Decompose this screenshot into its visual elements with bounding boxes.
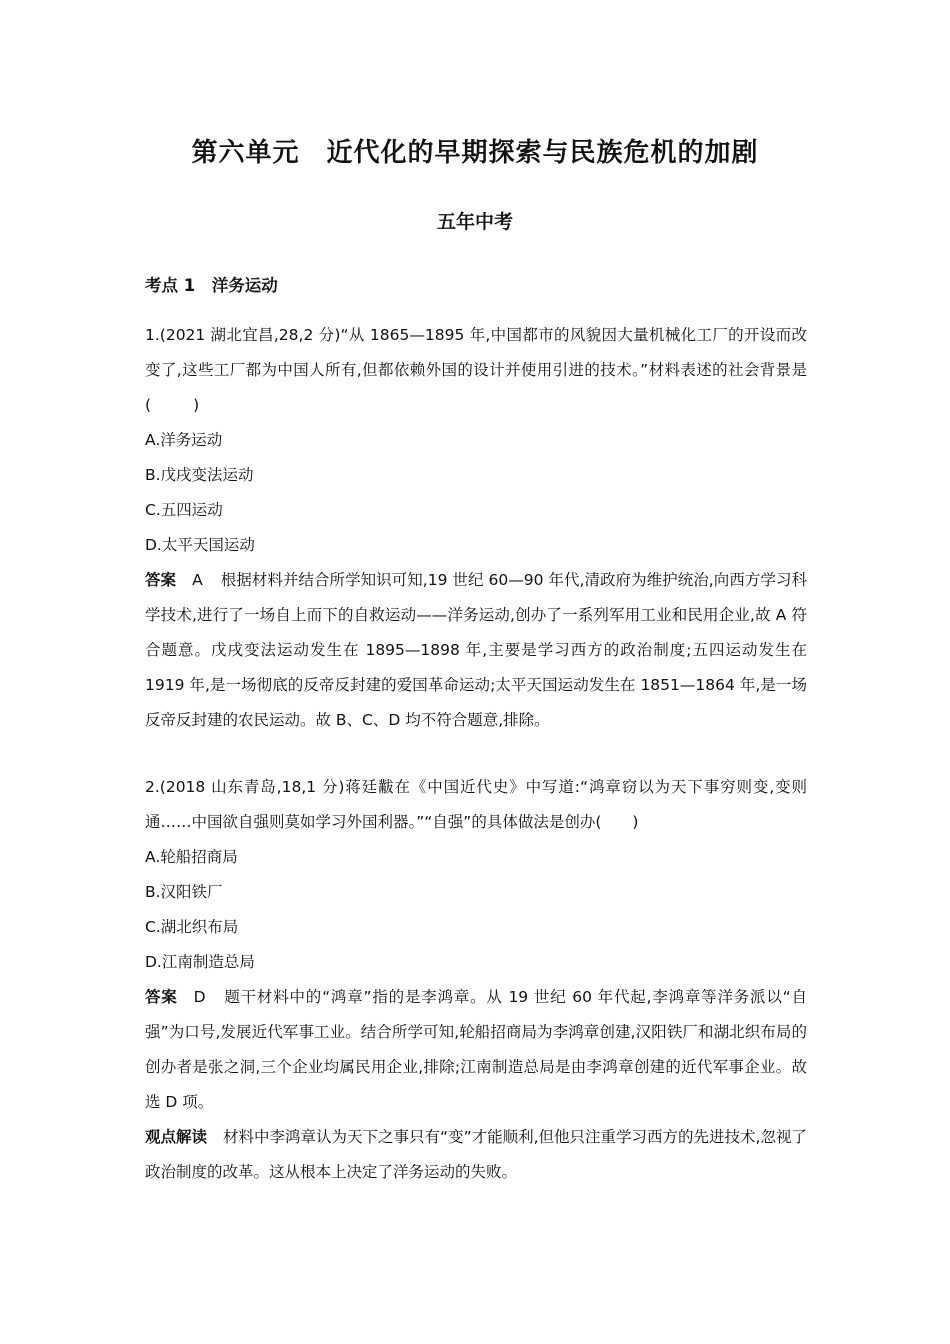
answer-explanation: 根据材料并结合所学知识可知,19 世纪 60—90 年代,清政府为维护统治,向西方学习科学技术,进行了一场自上而下的自救运动——洋务运动,创办了一系列军用工业和民用企业,故 A 符合题意。戊戌变法运动发生在 1895—1898 年,主要是学习西方的政治制度;五四运动发生在 1919 年,是一场彻底的反帝反封建的爱国革命运动;太平天国运动发生在 1851—1864 年,是一场反帝反封建的农民运动。故 B、C、D 均不符合题意,排除。 [145,571,807,729]
question-2-option-b: B.汉阳铁厂 [145,883,223,901]
questions-content [145,318,807,1190]
unit-title: 第六单元 近代化的早期探索与民族危机的加剧 [191,138,759,168]
question-2-option-a: A.轮船招商局 [145,848,238,866]
answer-letter: D [193,988,206,1006]
question-1-answer [145,563,807,738]
question-1-option-b: B.戊戌变法运动 [145,466,254,484]
viewpoint-interpretation [145,1120,807,1190]
question-2-answer [145,980,807,1120]
answer-explanation: 题干材料中的“鸿章”指的是李鸿章。从 19 世纪 60 年代起,李鸿章等洋务派以“自强”为口号,发展近代军事工业。结合所学可知,轮船招商局为李鸿章创建,汉阳铁厂和湖北织布局的创办者是张之洞,三个企业均属民用企业,排除;江南制造总局是由李鸿章创建的近代军事企业。故选 D 项。 [145,988,807,1111]
answer-paren-close: ) [193,396,200,414]
answer-paren-open: ( [145,396,152,414]
answer-letter: A [192,571,203,589]
viewpoint-label: 观点解读 [145,1128,208,1146]
question-1-stem [145,318,807,423]
question-2-option-c: C.湖北织布局 [145,918,239,936]
section-subtitle: 五年中考 [436,211,513,233]
question-1-option-a: A.洋务运动 [145,431,223,449]
question-2-stem-text: 2.(2018 山东青岛,18,1 分)蒋廷黻在《中国近代史》中写道:“鸿章窃以为天下事穷则变,变则通……中国欲自强则莫如学习外国利器。”“自强”的具体做法是创办 [145,778,807,831]
answer-label: 答案 [145,571,177,589]
question-1-stem-text: 1.(2021 湖北宜昌,28,2 分)“从 1865—1895 年,中国都市的风貌因大量机械化工厂的开设而改变了,这些工厂都为中国人所有,但都依赖外国的设计并使用引进的技术。”材料表述的社会背景是 [145,326,807,379]
question-2-option-d: D.江南制造总局 [145,953,255,971]
viewpoint-text: 材料中李鸿章认为天下之事只有“变”才能顺利,但他只注重学习西方的先进技术,忽视了政治制度的改革。这从根本上决定了洋务运动的失败。 [145,1128,807,1181]
answer-label: 答案 [145,988,178,1006]
answer-paren: ( ) [595,813,639,831]
topic-heading: 考点 1 洋务运动 [145,276,278,295]
question-1-option-c: C.五四运动 [145,501,223,519]
question-2-stem [145,770,807,840]
question-1-option-d: D.太平天国运动 [145,536,255,554]
